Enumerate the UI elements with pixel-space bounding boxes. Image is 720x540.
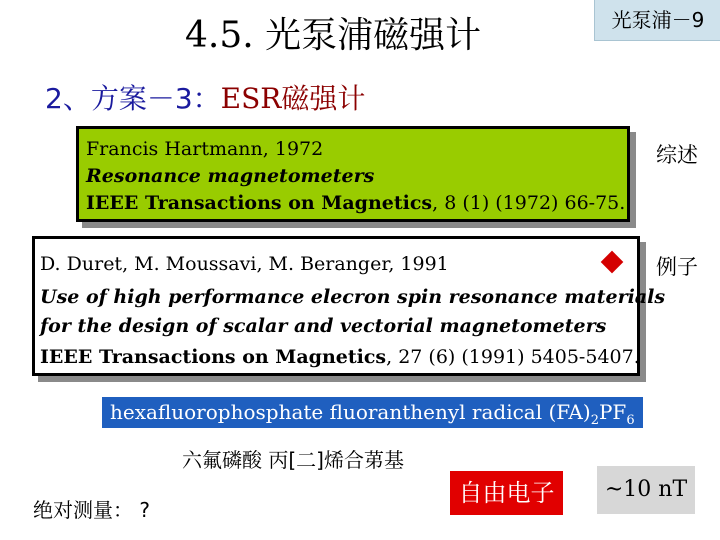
ref2-title-line2: for the design of scalar and vectorial magnetometers bbox=[40, 315, 607, 337]
compound-mid: PF bbox=[598, 400, 627, 424]
slide-label: 光泵浦－9 bbox=[594, 0, 720, 41]
compound-sub-2: 6 bbox=[626, 413, 635, 428]
review-label: 综述 bbox=[656, 143, 698, 167]
example-label: 例子 bbox=[656, 255, 698, 279]
ref2-citation: , 27 (6) (1991) 5405-5407. bbox=[386, 346, 640, 368]
compound-sub-1: 2 bbox=[590, 413, 599, 428]
ref1-journal: IEEE Transactions on Magnetics bbox=[86, 192, 433, 214]
ref1-citation: , 8 (1) (1972) 66-75. bbox=[432, 192, 626, 214]
subtitle-prefix: 2、方案－3： bbox=[45, 82, 221, 115]
page-title: 4.5. 光泵浦磁强计 bbox=[185, 15, 482, 56]
reference-box-review bbox=[76, 126, 630, 222]
ref2-authors: D. Duret, M. Moussavi, M. Beranger, 1991 bbox=[40, 253, 449, 275]
ref2-title-line1: Use of high performance elecron spin resonance materials bbox=[40, 286, 666, 308]
section-subtitle bbox=[45, 79, 365, 119]
absolute-measurement-note: 绝对测量： ? bbox=[33, 498, 150, 522]
compound-highlight bbox=[102, 397, 643, 428]
free-electron-badge: 自由电子 bbox=[450, 471, 563, 515]
ref2-journal-line bbox=[40, 345, 640, 370]
ref1-authors: Francis Hartmann, 1972 bbox=[86, 138, 324, 160]
sensitivity-badge: ~10 nT bbox=[597, 466, 695, 514]
reference-box-example bbox=[32, 236, 666, 376]
ref1-title: Resonance magnetometers bbox=[86, 165, 375, 187]
compound-name: hexafluorophosphate fluoranthenyl radical (FA) bbox=[110, 400, 591, 424]
ref2-journal: IEEE Transactions on Magnetics bbox=[40, 346, 387, 368]
subtitle-suffix: ESR磁强计 bbox=[220, 82, 366, 115]
chinese-compound-name: 六氟磷酸 丙[二]烯合苐基 bbox=[182, 448, 404, 472]
ref1-journal-line bbox=[86, 191, 625, 216]
